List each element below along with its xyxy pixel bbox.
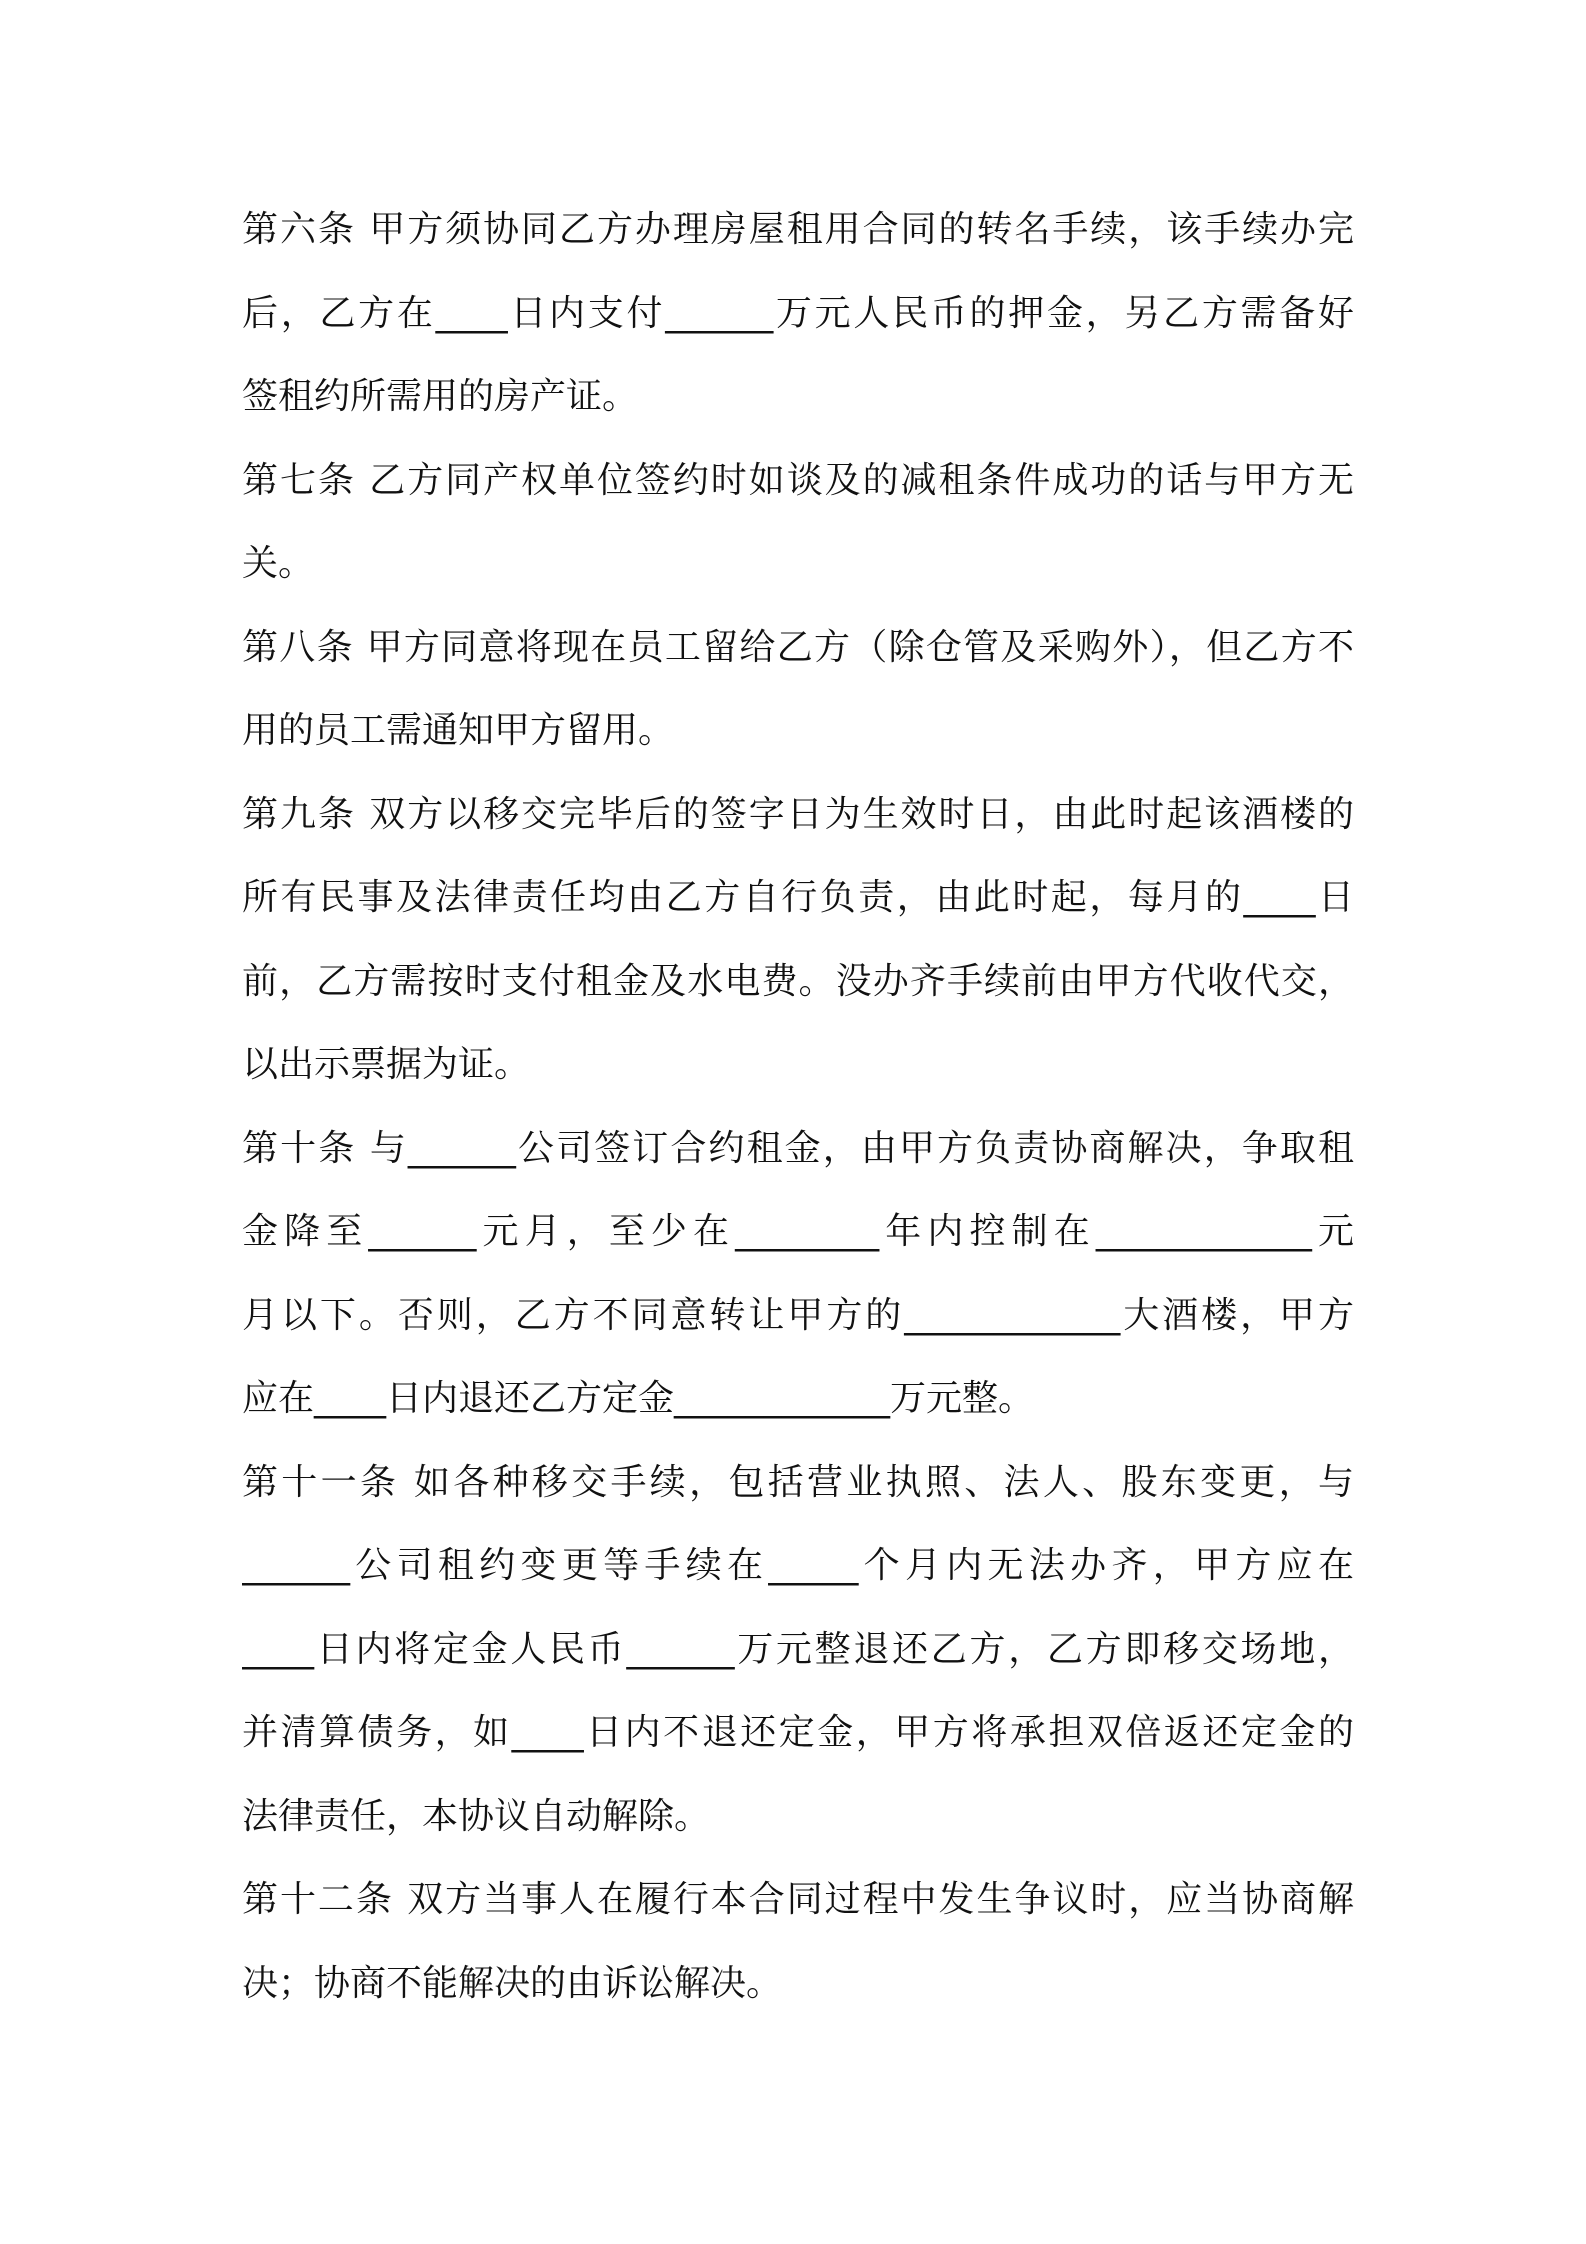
text-line: 第八条 甲方同意将现在员工留给乙方（除仓管及采购外），但乙方不 [242, 626, 1354, 668]
contract-body [242, 188, 1354, 2025]
text-line: 第十条 与______公司签订合约租金，由甲方负责协商解决，争取租 [242, 1127, 1354, 1169]
text-line: ______公司租约变更等手续在_____个月内无法办齐，甲方应在 [242, 1545, 1354, 1586]
text-line: 第七条 乙方同产权单位签约时如谈及的减租条件成功的话与甲方无 [242, 459, 1354, 501]
text-line: 金降至______元月，至少在________年内控制在____________元 [242, 1211, 1354, 1252]
text-line: 用的员工需通知甲方留用。 [242, 710, 675, 751]
text-line: 月以下。否则，乙方不同意转让甲方的____________大酒楼，甲方 [242, 1294, 1354, 1336]
text-line: 关。 [242, 543, 315, 584]
text-line: 第十二条 双方当事人在履行本合同过程中发生争议时，应当协商解 [242, 1879, 1354, 1920]
text-line: 前，乙方需按时支付租金及水电费。没办齐手续前由甲方代收代交， [242, 960, 1354, 1002]
text-line: 第六条 甲方须协同乙方办理房屋租用合同的转名手续，该手续办完 [242, 209, 1354, 250]
text-line: 签租约所需用的房产证。 [242, 376, 639, 417]
text-line: 法律责任，本协议自动解除。 [242, 1795, 711, 1837]
text-line: 第十一条 如各种移交手续，包括营业执照、法人、股东变更，与 [242, 1461, 1354, 1503]
text-line: 应在____日内退还乙方定金____________万元整。 [242, 1378, 1035, 1419]
text-line: 后，乙方在____日内支付______万元人民币的押金，另乙方需备好 [242, 292, 1354, 334]
text-line: 所有民事及法律责任均由乙方自行负责，由此时起，每月的____日 [242, 877, 1354, 918]
text-line: ____日内将定金人民币______万元整退还乙方，乙方即移交场地， [242, 1628, 1354, 1670]
text-line: 决；协商不能解决的由诉讼解决。 [242, 1962, 783, 2004]
text-line: 以出示票据为证。 [242, 1044, 531, 1085]
text-line: 并清算债务，如____日内不退还定金，甲方将承担双倍返还定金的 [242, 1712, 1354, 1753]
text-line: 第九条 双方以移交完毕后的签字日为生效时日，由此时起该酒楼的 [242, 793, 1354, 835]
